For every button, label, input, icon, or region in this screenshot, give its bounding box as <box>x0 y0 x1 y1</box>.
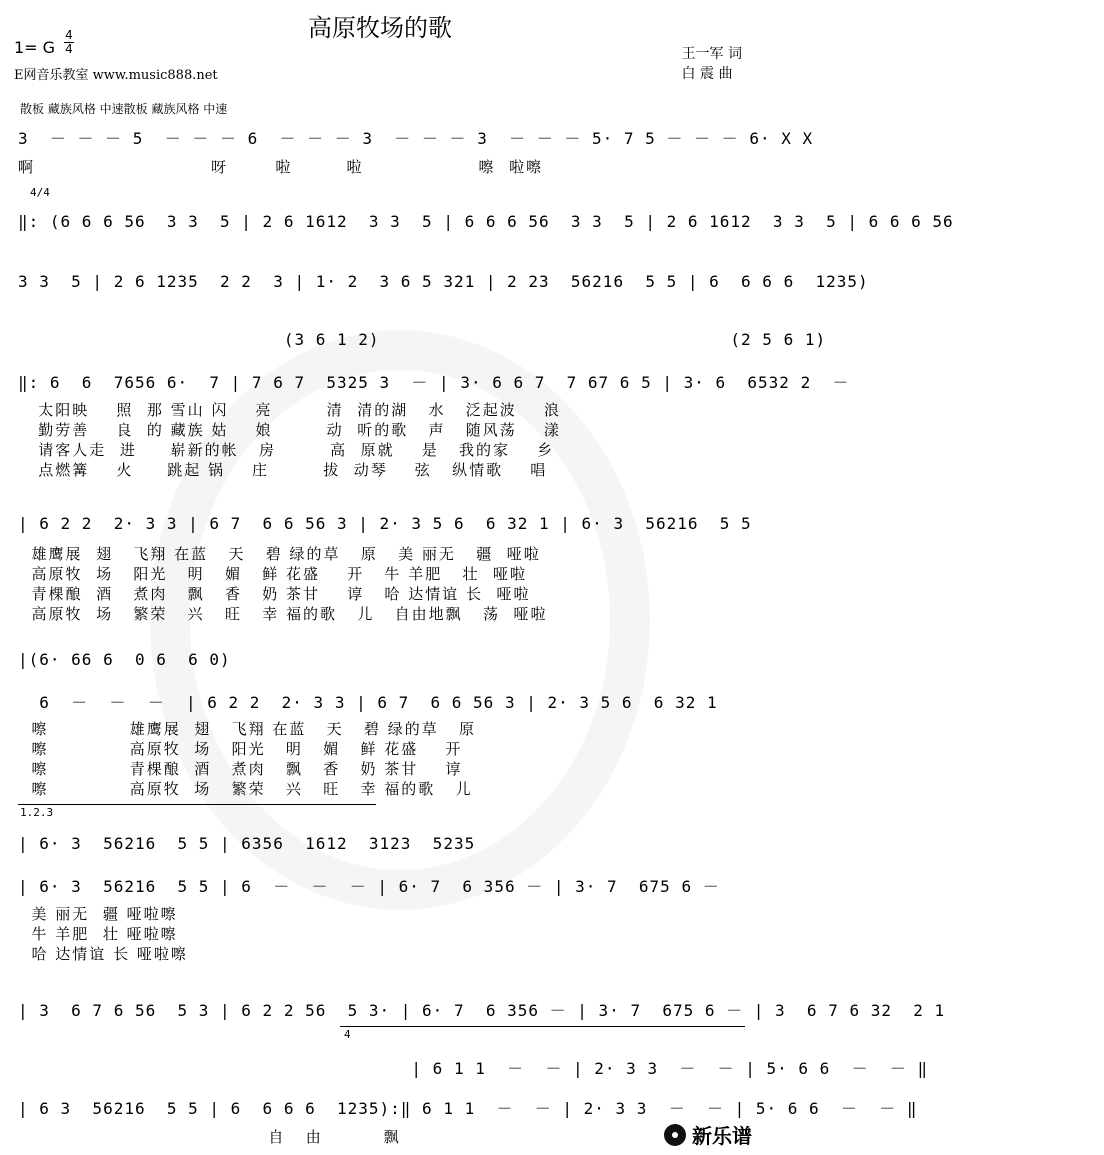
score-row-ending-lower: | 6· 3 56216 5 5 | 6 － － － | 6· 7 6 356 － | 3· 7 675 6 － <box>18 877 720 896</box>
lyric-row-v3-3: 嚓 青棵酿 酒 煮肉 飘 香 奶 茶甘 谆 <box>18 760 463 778</box>
lyric-row-v3-4: 嚓 高原牧 场 繁荣 兴 旺 幸 福的歌 儿 <box>18 780 473 798</box>
score-row-final-upper: | 6 1 1 － － | 2· 3 3 － － | 5· 6 6 － － ‖ <box>18 1059 929 1078</box>
site-label: E网音乐教室 www.music888.net <box>14 68 218 83</box>
lyric-row-v1-4: 点燃篝 火 跳起 锅 庄 拔 动琴 弦 纵情歌 唱 <box>18 461 548 479</box>
score-row-final-lower: | 6 3 56216 5 5 | 6 6 6 6 1235):‖ 6 1 1 － － | 2· 3 3 － － | 5· 6 6 － － ‖ <box>18 1099 918 1118</box>
score-row-verse-2: | 6 2 2 2· 3 3 | 6 7 6 6 56 3 | 2· 3 5 6 6 32 1 | 6· 3 56216 5 5 <box>18 514 752 533</box>
lyric-row-v2-3: 青棵酿 酒 煮肉 飘 香 奶 茶甘 谆 哈 达情谊 长 哑啦 <box>18 585 531 603</box>
volta-label-4: 4 <box>344 1028 351 1041</box>
score-row-countermelody-2: |(6· 66 6 0 6 6 0) <box>18 650 231 669</box>
score-row-intro: 3 － － － 5 － － － 6 － － － 3 － － － 3 － － － 5· 7 5 － － － 6· X X <box>18 129 814 148</box>
lyric-row-final: 自 由 飘 <box>18 1128 401 1146</box>
lyric-row-end-3: 哈 达情谊 长 哑啦嚓 <box>18 945 188 963</box>
lyricist: 王一军 词 <box>681 46 742 62</box>
lyric-row-v2-4: 高原牧 场 繁荣 兴 旺 幸 福的歌 儿 自由地飘 荡 哑啦 <box>18 605 548 623</box>
tempo-marks: 散板 藏族风格 中速散板 藏族风格 中速 <box>20 102 228 116</box>
score-row-countermelody-1: (3 6 1 2) (2 5 6 1) <box>18 330 827 349</box>
composer: 白 震 曲 <box>681 66 733 82</box>
score-row-verse-3: 6 － － － | 6 2 2 2· 3 3 | 6 7 6 6 56 3 | 2· 3 5 6 6 32 1 <box>18 693 718 712</box>
lyric-row-intro: 啊 呀 啦 啦 嚓 啦嚓 <box>18 158 544 176</box>
song-title: 高原牧场的歌 <box>308 14 452 42</box>
lyric-row-end-2: 牛 羊肥 壮 哑啦嚓 <box>18 925 178 943</box>
lyric-row-v1-3: 请客人走 进 崭新的帐 房 高 原就 是 我的家 乡 <box>18 441 555 459</box>
lyric-row-v2-1: 雄鹰展 翅 飞翔 在蓝 天 碧 绿的草 原 美 丽无 疆 哑啦 <box>18 545 541 563</box>
score-row-ending-upper: | 6· 3 56216 5 5 | 6356 1612 3123 5235 <box>18 834 476 853</box>
time-top: 4 <box>65 28 73 42</box>
score-row-verse-1: ‖: 6 6 7656 6· 7 | 7 6 7 5325 3 － | 3· 6 6 7 7 67 6 5 | 3· 6 6532 2 － <box>18 373 850 392</box>
score-row-prelude-2: 3 3 5 | 2 6 1235 2 2 3 | 1· 2 3 6 5 321 | 2 23 56216 5 5 | 6 6 6 6 1235) <box>18 272 869 291</box>
lyric-row-v2-2: 高原牧 场 阳光 明 媚 鲜 花盛 开 牛 羊肥 壮 哑啦 <box>18 565 528 583</box>
record-disc-icon <box>664 1124 686 1146</box>
lyric-row-v1-1: 太阳映 照 那 雪山 闪 亮 清 清的湖 水 泛起波 浪 <box>18 401 561 419</box>
lyric-row-v1-2: 勤劳善 良 的 藏族 姑 娘 动 听的歌 声 随风荡 漾 <box>18 421 561 439</box>
site-logo <box>664 1120 752 1149</box>
lyric-row-end-1: 美 丽无 疆 哑啦嚓 <box>18 905 178 923</box>
key-signature: 1= G <box>14 38 56 57</box>
time-bottom: 4 <box>65 42 73 56</box>
lyric-row-v3-2: 嚓 高原牧 场 阳光 明 媚 鲜 花盛 开 <box>18 740 463 758</box>
logo-text: 新乐谱 <box>692 1124 752 1148</box>
volta-label-1: 1.2.3 <box>20 806 54 819</box>
score-row-prelude-1: ‖: (6 6 6 56 3 3 5 | 2 6 1612 3 3 5 | 6 6 6 56 3 3 5 | 2 6 1612 3 3 5 | 6 6 6 56 <box>18 212 954 231</box>
volta-bracket-1 <box>18 804 376 805</box>
time-signature <box>64 30 74 55</box>
lyric-row-v3-1: 嚓 雄鹰展 翅 飞翔 在蓝 天 碧 绿的草 原 <box>18 720 477 738</box>
score-row-coda-upper: | 3 6 7 6 56 5 3 | 6 2 2 56 5 3· | 6· 7 6 356 － | 3· 7 675 6 － | 3 6 7 6 32 2 1 <box>18 1001 946 1020</box>
volta-bracket-4 <box>340 1026 745 1027</box>
meter-change: 4/4 <box>30 186 50 199</box>
credits <box>682 44 742 84</box>
